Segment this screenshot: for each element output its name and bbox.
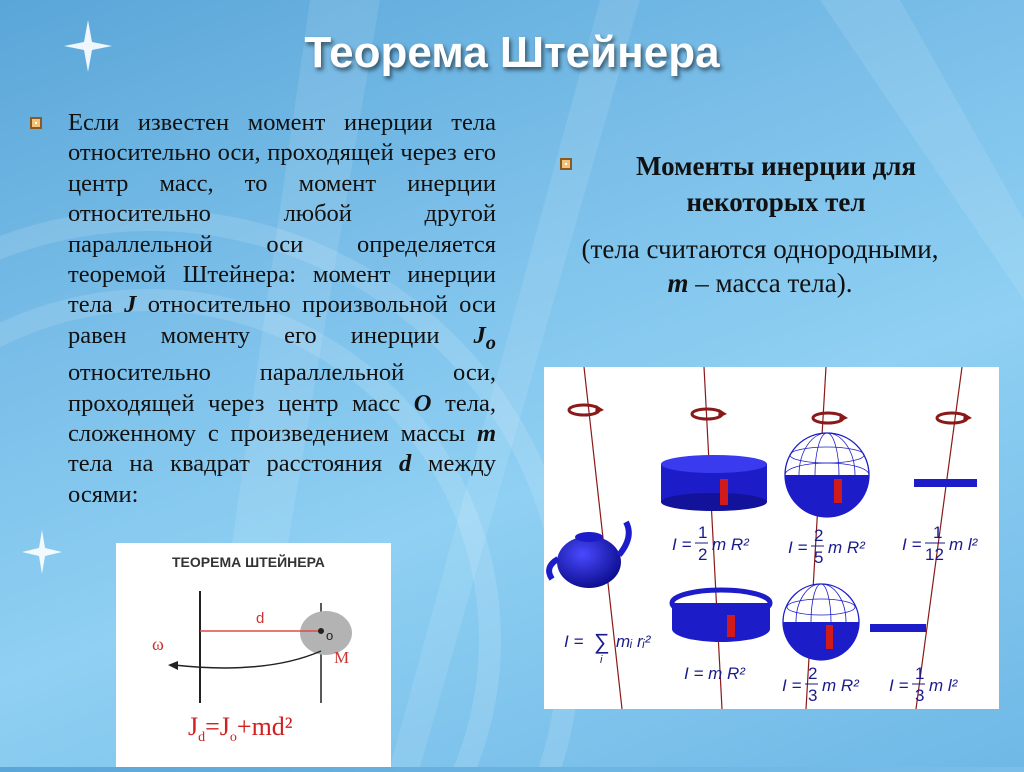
svg-text:m R²: m R² bbox=[822, 676, 859, 695]
formula-rod-end bbox=[889, 664, 959, 705]
svg-text:m l²: m l² bbox=[949, 535, 978, 554]
symbol-m: m bbox=[667, 268, 689, 298]
formula-sphere bbox=[788, 526, 866, 567]
svg-text:i: i bbox=[600, 654, 603, 666]
rod-shape bbox=[914, 479, 977, 487]
steiner-definition-text bbox=[68, 108, 496, 510]
svg-text:∑: ∑ bbox=[594, 629, 610, 654]
symbol-O: O bbox=[413, 389, 432, 417]
svg-text:2: 2 bbox=[698, 545, 708, 564]
svg-text:2: 2 bbox=[814, 526, 824, 545]
svg-text:I =: I = bbox=[782, 676, 802, 695]
bullet-icon bbox=[30, 117, 42, 129]
steiner-formula: $J_d=J_o+md^2$ bbox=[188, 712, 293, 745]
rotation-arc bbox=[174, 651, 321, 668]
svg-text:1: 1 bbox=[933, 523, 943, 542]
svg-text:3: 3 bbox=[915, 686, 925, 705]
mass-label: M bbox=[334, 648, 350, 667]
cylinder-shape bbox=[661, 455, 767, 511]
svg-text:1: 1 bbox=[915, 664, 925, 683]
formula-ring bbox=[684, 664, 746, 683]
text-part: относительно произвольной оси равен моменту его инерции bbox=[68, 291, 496, 349]
svg-text:I =: I = bbox=[902, 535, 922, 554]
slide-title: Теорема Штейнера bbox=[304, 28, 720, 77]
inertia-figure bbox=[544, 367, 999, 709]
text-part: относительно параллельной оси, проходящей через центр масс bbox=[68, 359, 496, 417]
sphere-shape bbox=[785, 433, 869, 517]
steiner-figure bbox=[116, 543, 391, 767]
text-part: Если известен момент инерции тела относительно оси, проходящей через его центр масс, то момент инерции относительно любой другой параллельной оси определяется теоремой Штейнера: момент инерции тела bbox=[68, 109, 496, 319]
symbol-d: d bbox=[399, 450, 412, 478]
svg-text:I =: I = bbox=[564, 632, 584, 651]
heading-line: некоторых тел bbox=[686, 187, 866, 217]
formula-cylinder bbox=[672, 523, 750, 564]
formula-spherical-shell bbox=[782, 664, 860, 705]
text-part: тела, сложенному с произведением массы bbox=[68, 389, 496, 447]
symbol-J: J bbox=[124, 291, 137, 319]
arrow-icon bbox=[168, 661, 178, 670]
svg-text:1: 1 bbox=[698, 523, 708, 542]
text-part: между осями: bbox=[68, 450, 496, 508]
svg-text:m R²: m R² bbox=[828, 538, 865, 557]
svg-text:12: 12 bbox=[925, 545, 944, 564]
formula-rod-center bbox=[902, 523, 979, 564]
svg-text:I =: I = bbox=[672, 535, 692, 554]
svg-text:I = m R²: I = m R² bbox=[684, 664, 745, 683]
svg-text:I =: I = bbox=[788, 538, 808, 557]
svg-text:I =: I = bbox=[889, 676, 909, 695]
inertia-subtitle bbox=[520, 232, 1000, 300]
symbol-m: m bbox=[476, 419, 496, 447]
center-dot bbox=[318, 628, 324, 634]
svg-text:3: 3 bbox=[808, 686, 818, 705]
symbol-Jo: $J_o$ bbox=[473, 321, 496, 354]
subtitle-line: (тела считаются однородными, bbox=[581, 234, 939, 264]
svg-text:m R²: m R² bbox=[712, 535, 749, 554]
formula-general bbox=[564, 629, 652, 666]
svg-text:mᵢ rᵢ²: mᵢ rᵢ² bbox=[616, 632, 651, 651]
svg-text:2: 2 bbox=[808, 664, 818, 683]
omega-label: ω bbox=[152, 634, 164, 654]
distance-label: d bbox=[256, 610, 265, 627]
center-label: o bbox=[326, 628, 334, 643]
rod-shape bbox=[870, 624, 926, 632]
rotation-arrow-icon bbox=[569, 405, 972, 423]
inertia-heading bbox=[556, 148, 996, 220]
svg-text:m l²: m l² bbox=[929, 676, 958, 695]
ring-shape bbox=[672, 590, 770, 642]
svg-text:5: 5 bbox=[814, 548, 824, 567]
subtitle-line: m – масса тела). bbox=[667, 268, 853, 298]
spherical-shell-shape bbox=[783, 584, 859, 660]
figure-title: ТЕОРЕМА ШТЕЙНЕРА bbox=[172, 554, 325, 570]
text-part: тела на квадрат расстояния bbox=[68, 450, 400, 478]
teapot-shape bbox=[549, 522, 629, 588]
heading-line: Моменты инерции для bbox=[635, 151, 917, 181]
